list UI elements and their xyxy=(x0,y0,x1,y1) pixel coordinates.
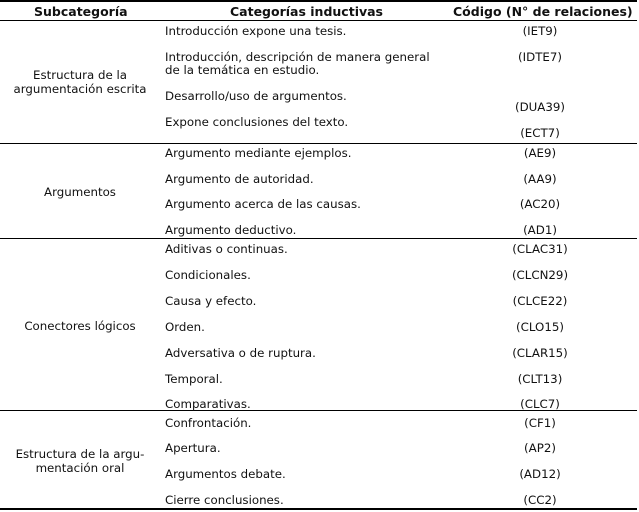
category-cell: Expone conclusiones del texto. xyxy=(165,115,349,129)
category-cell: Aditivas o continuas. xyxy=(165,242,288,256)
header-code: Código (N° de relaciones) xyxy=(453,4,633,19)
category-cell: Condicionales. xyxy=(165,268,251,282)
code-cell: (AE9) xyxy=(523,146,557,160)
table-top-rule xyxy=(0,0,637,2)
code-cell: (CC2) xyxy=(523,493,557,507)
code-cell: (AA9) xyxy=(523,172,557,186)
code-cell: (CLCE22) xyxy=(512,294,568,308)
code-cell: (CLAC31) xyxy=(512,242,568,256)
code-cell: (CLC7) xyxy=(520,397,560,411)
code-cell: (AD1) xyxy=(523,223,557,237)
table-bottom-rule xyxy=(0,508,637,510)
code-cell: (IET9) xyxy=(522,24,558,38)
header-subcategory: Subcategoría xyxy=(34,4,128,19)
code-cell: (CF1) xyxy=(524,416,556,430)
subcategory-label: mentación oral xyxy=(35,461,125,475)
group-divider xyxy=(0,143,637,144)
code-cell: (AC20) xyxy=(519,197,561,211)
category-cell: Introducción expone una tesis. xyxy=(165,24,347,38)
category-cell: Comparativas. xyxy=(165,397,251,411)
category-cell: Argumento de autoridad. xyxy=(165,172,314,186)
category-cell: Adversativa o de ruptura. xyxy=(165,346,316,360)
group-divider xyxy=(0,238,637,239)
code-cell: (DUA39) xyxy=(514,100,565,114)
code-cell: (ECT7) xyxy=(520,126,560,140)
code-cell: (IDTE7) xyxy=(518,50,562,64)
code-cell: (CLAR15) xyxy=(512,346,568,360)
code-cell: (CLO15) xyxy=(516,320,564,334)
category-cell: Argumento acerca de las causas. xyxy=(165,197,361,211)
code-cell: (AP2) xyxy=(524,441,556,455)
header-rule xyxy=(0,20,637,21)
category-cell: de la temática en estudio. xyxy=(165,63,320,77)
category-cell: Apertura. xyxy=(165,441,221,455)
category-cell: Orden. xyxy=(165,320,205,334)
category-cell: Desarrollo/uso de argumentos. xyxy=(165,89,347,103)
header-categories: Categorías inductivas xyxy=(230,4,383,19)
subcategory-label: Estructura de la argu- xyxy=(15,447,145,461)
category-cell: Argumentos debate. xyxy=(165,467,286,481)
subcategory-label: argumentación escrita xyxy=(13,82,147,96)
code-cell: (CLT13) xyxy=(517,372,563,386)
code-cell: (AD12) xyxy=(519,467,561,481)
category-cell: Introducción, descripción de manera general xyxy=(165,50,430,64)
category-cell: Causa y efecto. xyxy=(165,294,257,308)
category-cell: Confrontación. xyxy=(165,416,252,430)
category-cell: Cierre conclusiones. xyxy=(165,493,284,507)
category-cell: Argumento mediante ejemplos. xyxy=(165,146,352,160)
subcategory-label: Estructura de la xyxy=(33,68,127,82)
category-cell: Temporal. xyxy=(165,372,223,386)
subcategory-label: Argumentos xyxy=(44,185,116,199)
category-cell: Argumento deductivo. xyxy=(165,223,297,237)
subcategory-label: Conectores lógicos xyxy=(24,319,136,333)
code-cell: (CLCN29) xyxy=(511,268,569,282)
